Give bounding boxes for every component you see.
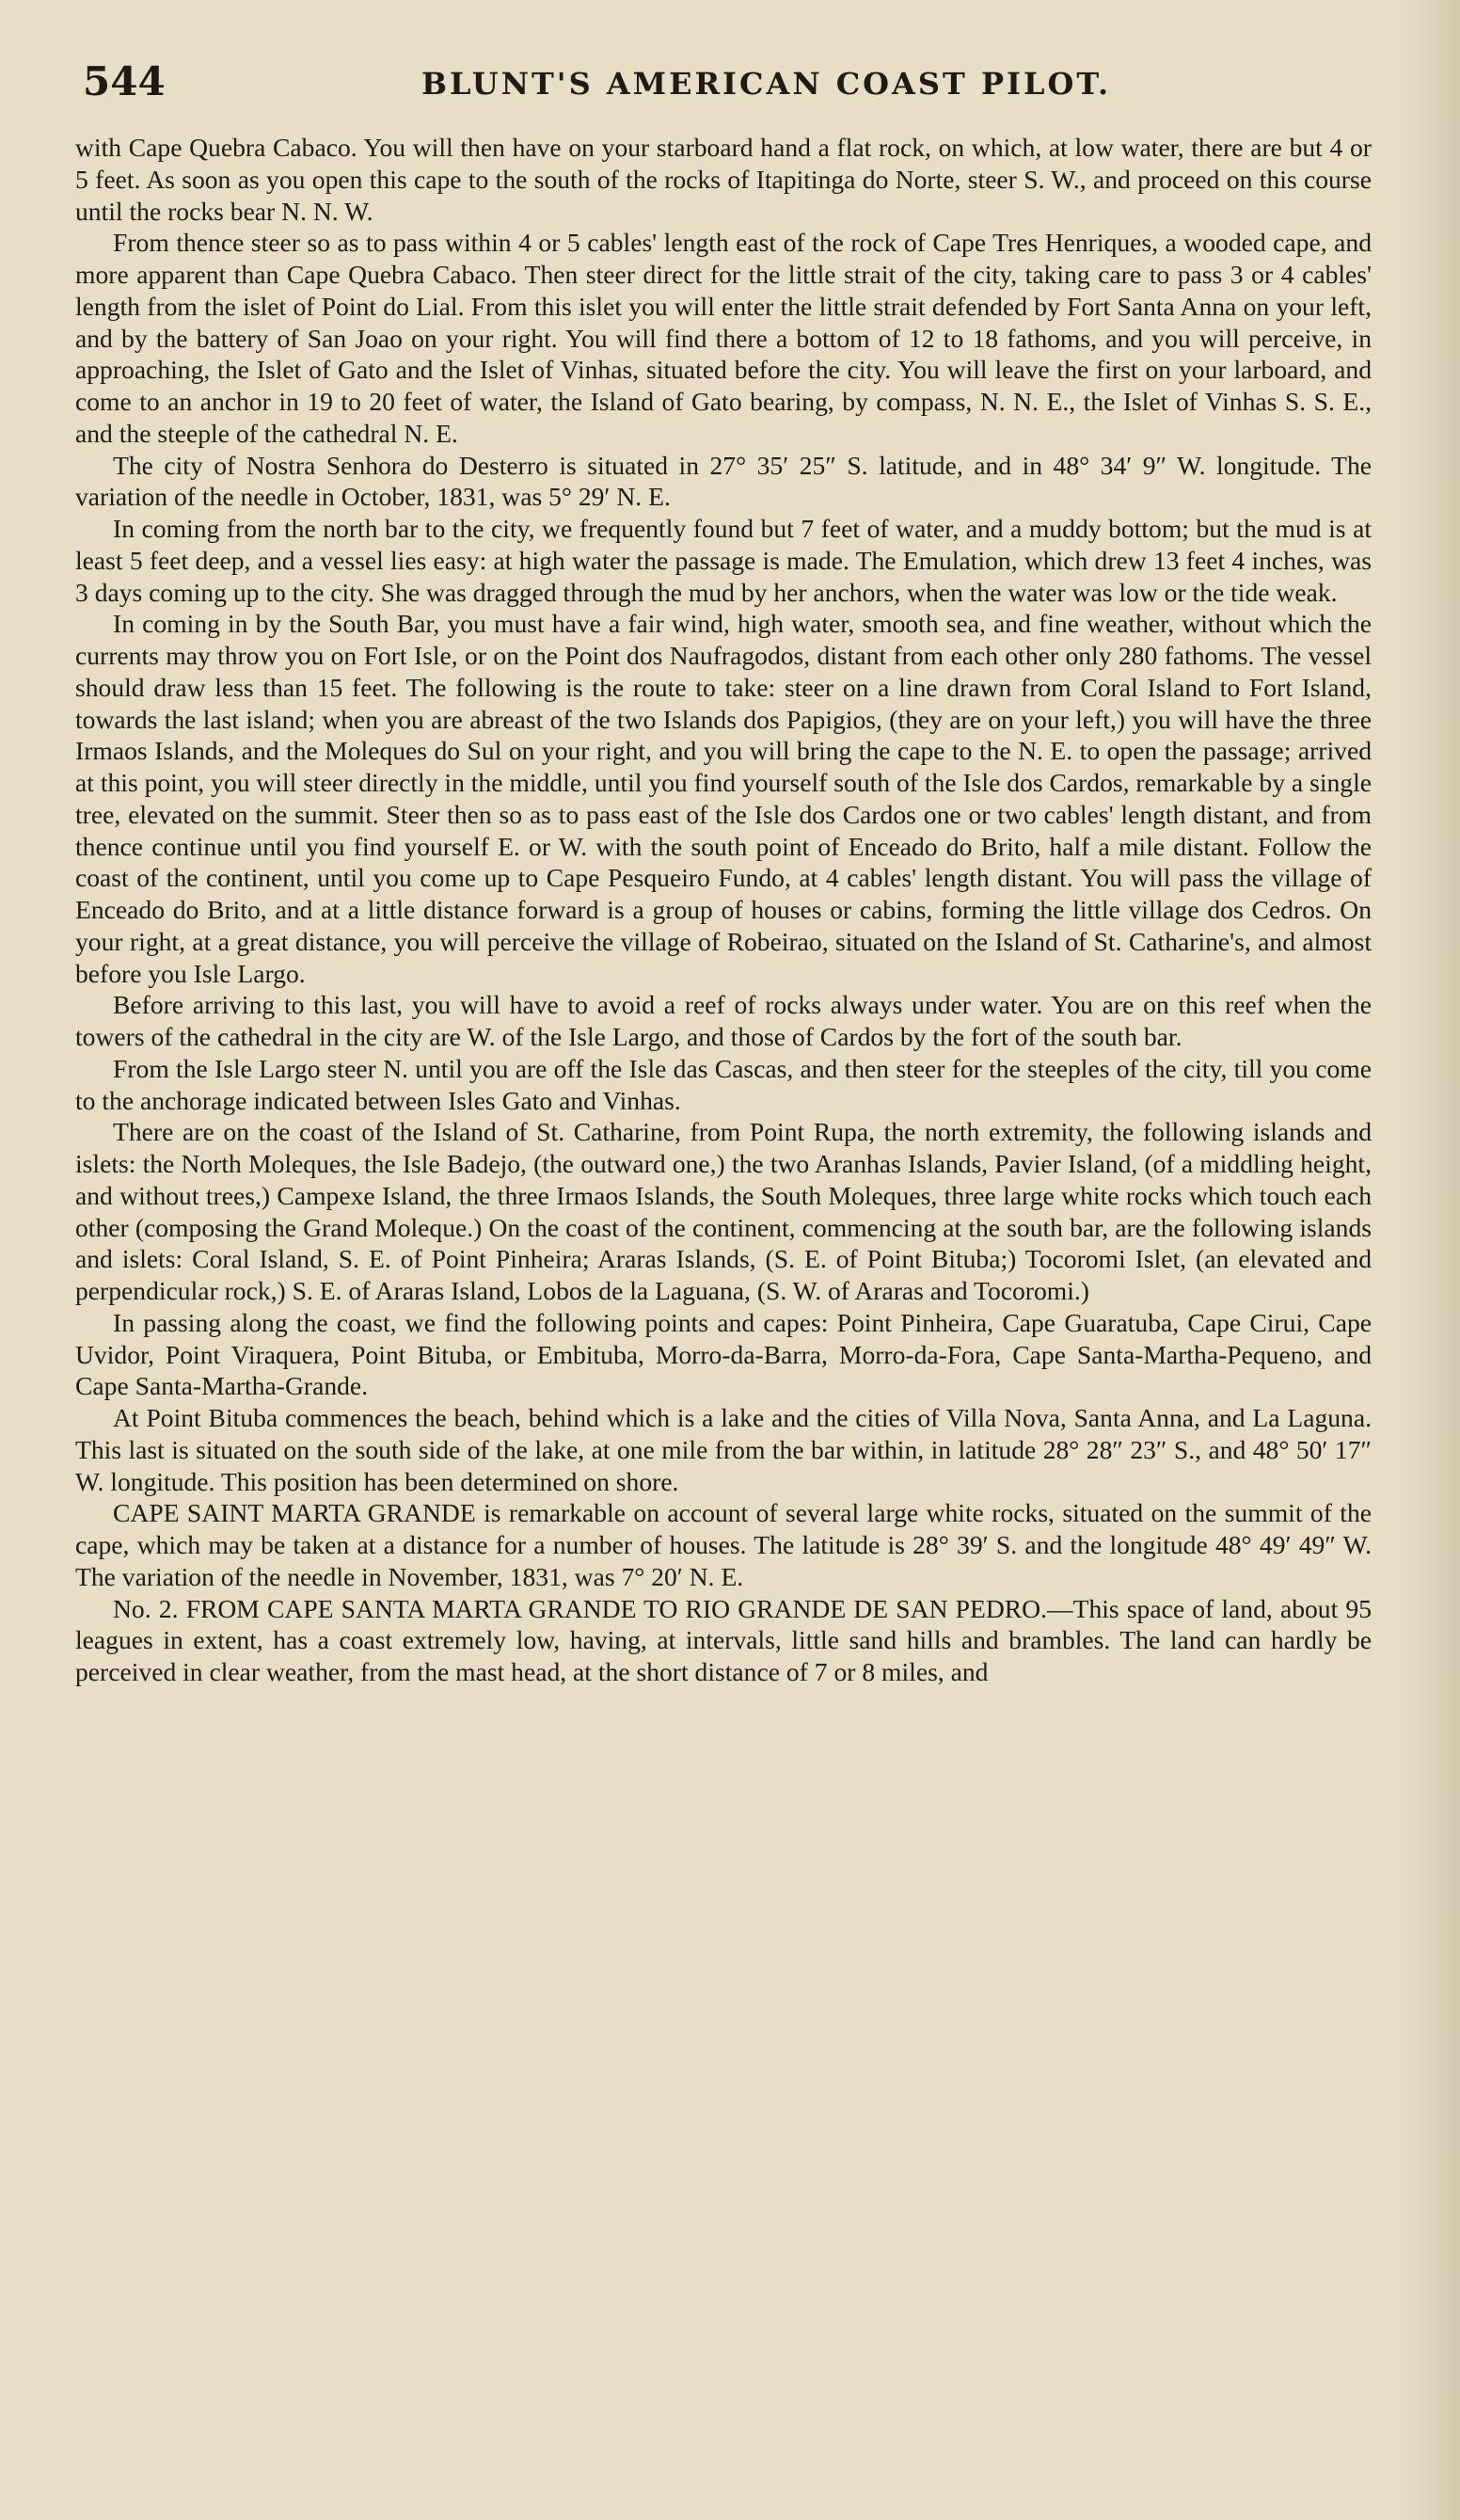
paragraph-9: In passing along the coast, we find the following points and capes: Point Pinheira, Cape Guaratuba, Cape Cirui, Cape Uvidor, Point Viraquera, Point Bituba, or Embituba, Morro-da-Barra, Morro-da-Fora, Cape Santa-Martha-Pequeno, and Cape Santa-Martha-Grande. [75,1307,1372,1401]
page-edge-shadow [1404,0,1460,2520]
paragraph-3: The city of Nostra Senhora do Desterro is situated in 27° 35′ 25″ S. latitude, and in 48° 34′ 9″ W. longitude. The variation of the needle in October, 1831, was 5° 29′ N. E. [75,450,1372,512]
running-title: BLUNT'S AMERICAN COAST PILOT. [421,66,1112,102]
paragraph-10: At Point Bituba commences the beach, behind which is a lake and the cities of Villa Nova, Santa Anna, and La Laguna. This last is situated on the south side of the lake, at one mile from the bar within, in latitude 28° 28″ 23″ S., and 48° 50′ 17″ W. longitude. This position has been determined on shore. [75,1403,1372,1496]
paragraph-2: From thence steer so as to pass within 4 or 5 cables' length east of the rock of Cape Tres Henriques, a wooded cape, and more apparent than Cape Quebra Cabaco. Then steer direct for the little strait of the city, taking care to pass 3 or 4 cables' length from the islet of Point do Lial. From this islet you will enter the little strait defended by Fort Santa Anna on your left, and by the battery of San Joao on your right. You will find there a bottom of 12 to 18 fathoms, and you will perceive, in approaching, the Islet of Gato and the Islet of Vinhas, situated before the city. You will leave the first on your larboard, and come to an anchor in 19 to 20 feet of water, the Island of Gato bearing, by compass, N. N. E., the Islet of Vinhas S. S. E., and the steeple of the cathedral N. E. [75,228,1372,448]
page-number: 544 [83,58,166,104]
paragraph-1: with Cape Quebra Cabaco. You will then have on your starboard hand a flat rock, on which, at low water, there are but 4 or 5 feet. As soon as you open this cape to the south of the rocks of Itapitinga do Norte, steer S. W., and proceed on this course until the rocks bear N. N. W. [75,133,1372,226]
paragraph-4: In coming from the north bar to the city, we frequently found but 7 feet of water, and a muddy bottom; but the mud is at least 5 feet deep, and a vessel lies easy: at high water the passage is made. The Emulation, which drew 13 feet 4 inches, was 3 days coming up to the city. She was dragged through the mud by her anchors, when the water was low or the tide weak. [75,514,1372,607]
paragraph-5: In coming in by the South Bar, you must have a fair wind, high water, smooth sea, and fine weather, without which the currents may throw you on Fort Isle, or on the Point dos Naufragodos, distant from each other only 280 fathoms. The vessel should draw less than 15 feet. The following is the route to take: steer on a line drawn from Coral Island to Fort Island, towards the last island; when you are abreast of the two Islands dos Papigios, (they are on your left,) you will have the three Irmaos Islands, and the Moleques do Sul on your right, and you will bring the cape to the N. E. to open the passage; arrived at this point, you will steer directly in the middle, until you find yourself south of the Isle dos Cardos, remarkable by a single tree, elevated on the summit. Steer then so as to pass east of the Isle dos Cardos one or two cables' length distant, and from thence continue until you find yourself E. or W. with the south point of Enceado do Brito, half a mile distant. Follow the coast of the continent, until you come up to Cape Pesqueiro Fundo, at 4 cables' length distant. You will pass the village of Enceado do Brito, and at a little distance forward is a group of houses or cabins, forming the little village dos Cedros. On your right, at a great distance, you will perceive the village of Robeirao, situated on the Island of St. Catharine's, and almost before you Isle Largo. [75,609,1372,988]
paragraph-7: From the Isle Largo steer N. until you are off the Isle das Cascas, and then steer for the steeples of the city, till you come to the anchorage indicated between Isles Gato and Vinhas. [75,1053,1372,1115]
paragraph-8: There are on the coast of the Island of St. Catharine, from Point Rupa, the north extremity, the following islands and islets: the North Moleques, the Isle Badejo, (the outward one,) the two Aranhas Islands, Pavier Island, (of a middling height, and without trees,) Campexe Island, the three Irmaos Islands, the South Moleques, three large white rocks which touch each other (composing the Grand Moleque.) On the coast of the continent, commencing at the south bar, are the following islands and islets: Coral Island, S. E. of Point Pinheira; Araras Islands, (S. E. of Point Bituba;) Tocoromi Islet, (an elevated and perpendicular rock,) S. E. of Araras Island, Lobos de la Laguana, (S. W. of Araras and Tocoromi.) [75,1117,1372,1305]
paragraph-12: No. 2. FROM CAPE SANTA MARTA GRANDE TO RIO GRANDE DE SAN PEDRO.—This space of land, about 95 leagues in extent, has a coast extremely low, having, at intervals, little sand hills and brambles. The land can hardly be perceived in clear weather, from the mast head, at the short distance of 7 or 8 miles, and [75,1593,1372,1686]
paragraph-11: CAPE SAINT MARTA GRANDE is remarkable on account of several large white rocks, situated on the summit of the cape, which may be taken at a distance for a number of houses. The latitude is 28° 39′ S. and the longitude 48° 49′ 49″ W. The variation of the needle in November, 1831, was 7° 20′ N. E. [75,1498,1372,1591]
paragraph-6: Before arriving to this last, you will have to avoid a reef of rocks always under water. You are on this reef when the towers of the cathedral in the city are W. of the Isle Largo, and those of Cardos by the fort of the south bar. [75,990,1372,1051]
page-header [83,58,1367,115]
body-text [75,132,1372,1688]
